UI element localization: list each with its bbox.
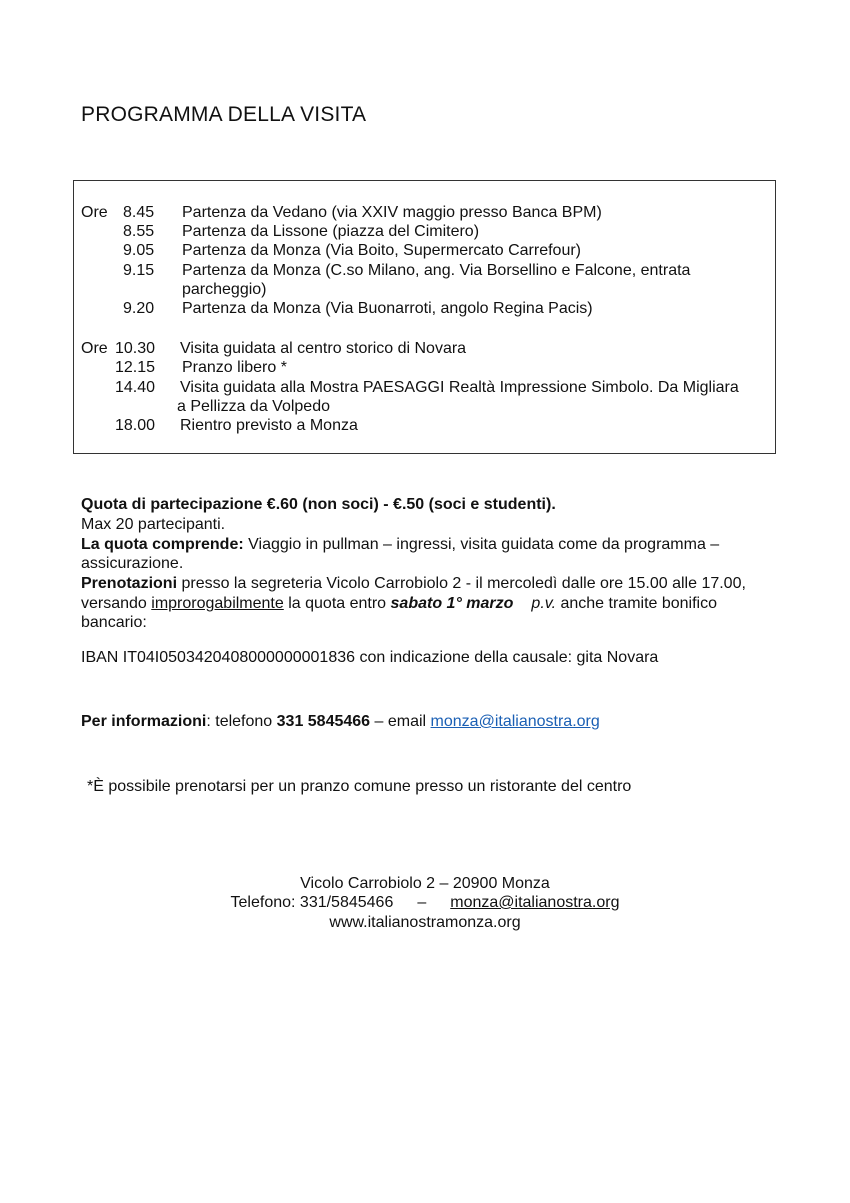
prenotazioni-text: anche tramite bonifico	[556, 595, 718, 612]
schedule-desc-continued: parcheggio)	[182, 281, 267, 298]
quota-comprende-continued: assicurazione.	[81, 555, 184, 572]
quota-comprende-line	[81, 535, 719, 554]
contact-line	[81, 712, 600, 731]
contact-text: : telefono	[206, 713, 277, 730]
prenotazioni-label: Prenotazioni	[81, 575, 178, 592]
iban-text: IBAN IT04I0503420408000000001836 con indicazione della causale: gita Novara	[81, 649, 659, 666]
schedule-desc: Partenza da Vedano (via XXIV maggio presso Banca BPM)	[182, 204, 602, 221]
max-participants: Max 20 partecipanti.	[81, 516, 226, 533]
prenotazioni-text: presso la segreteria Vicolo Carrobiolo 2 - il mercoledì dalle ore 15.00 alle 17.00,	[177, 575, 746, 592]
contact-phone: 331 5845466	[276, 713, 371, 730]
contact-email-link[interactable]: monza@italianostra.org	[430, 713, 600, 730]
schedule-time: 9.05	[123, 242, 155, 259]
schedule-time: 9.15	[123, 262, 155, 279]
footer-contact-line	[0, 893, 850, 912]
contact-email-label: – email	[370, 713, 431, 730]
schedule-time: 10.30	[115, 340, 156, 357]
schedule-time: 9.20	[123, 300, 155, 317]
schedule-desc: Partenza da Monza (Via Buonarroti, angolo Regina Pacis)	[182, 300, 593, 317]
footer-email-link[interactable]: monza@italianostra.org	[450, 894, 620, 911]
deadline-date: sabato 1° marzo	[390, 595, 514, 612]
schedule-prefix: Ore	[81, 340, 108, 357]
schedule-time: 8.55	[123, 223, 155, 240]
footer-phone: Telefono: 331/5845466	[230, 894, 394, 911]
prenotazioni-text: la quota entro	[283, 595, 391, 612]
schedule-desc: Partenza da Lissone (piazza del Cimitero)	[182, 223, 480, 240]
schedule-time: 12.15	[115, 359, 156, 376]
schedule-desc: Partenza da Monza (Via Boito, Supermercato Carrefour)	[182, 242, 582, 259]
schedule-desc: Partenza da Monza (C.so Milano, ang. Via Borsellino e Falcone, entrata	[182, 262, 691, 279]
pv-text: p.v.	[531, 595, 557, 612]
prenotazioni-line-3: bancario:	[81, 614, 147, 631]
footer-address: Vicolo Carrobiolo 2 – 20900 Monza	[300, 875, 550, 892]
schedule-desc: Visita guidata al centro storico di Novara	[180, 340, 467, 357]
schedule-desc: Rientro previsto a Monza	[180, 417, 358, 434]
quota-comprende-label: La quota comprende:	[81, 536, 244, 553]
schedule-desc-continued: a Pellizza da Volpedo	[177, 398, 330, 415]
schedule-prefix: Ore	[81, 204, 108, 221]
page-title: PROGRAMMA DELLA VISITA	[81, 103, 367, 126]
prenotazioni-text: versando	[81, 595, 152, 612]
quota-comprende-text: Viaggio in pullman – ingressi, visita guidata come da programma –	[243, 536, 720, 553]
footer-separator: –	[417, 894, 427, 911]
footer-website[interactable]: www.italianostramonza.org	[329, 914, 521, 931]
prenotazioni-line-2	[81, 594, 717, 613]
schedule-desc: Pranzo libero *	[182, 359, 287, 376]
prenotazioni-line	[81, 574, 746, 593]
lunch-note: *È possibile prenotarsi per un pranzo comune presso un ristorante del centro	[87, 778, 632, 795]
improrogabilmente-text: improrogabilmente	[151, 595, 284, 612]
quota-text: Quota di partecipazione €.60 (non soci) - €.50 (soci e studenti).	[81, 496, 556, 513]
schedule-time: 14.40	[115, 379, 156, 396]
schedule-time: 18.00	[115, 417, 156, 434]
contact-label: Per informazioni	[81, 713, 207, 730]
schedule-desc: Visita guidata alla Mostra PAESAGGI Realtà Impressione Simbolo. Da Migliara	[180, 379, 739, 396]
schedule-time: 8.45	[123, 204, 155, 221]
